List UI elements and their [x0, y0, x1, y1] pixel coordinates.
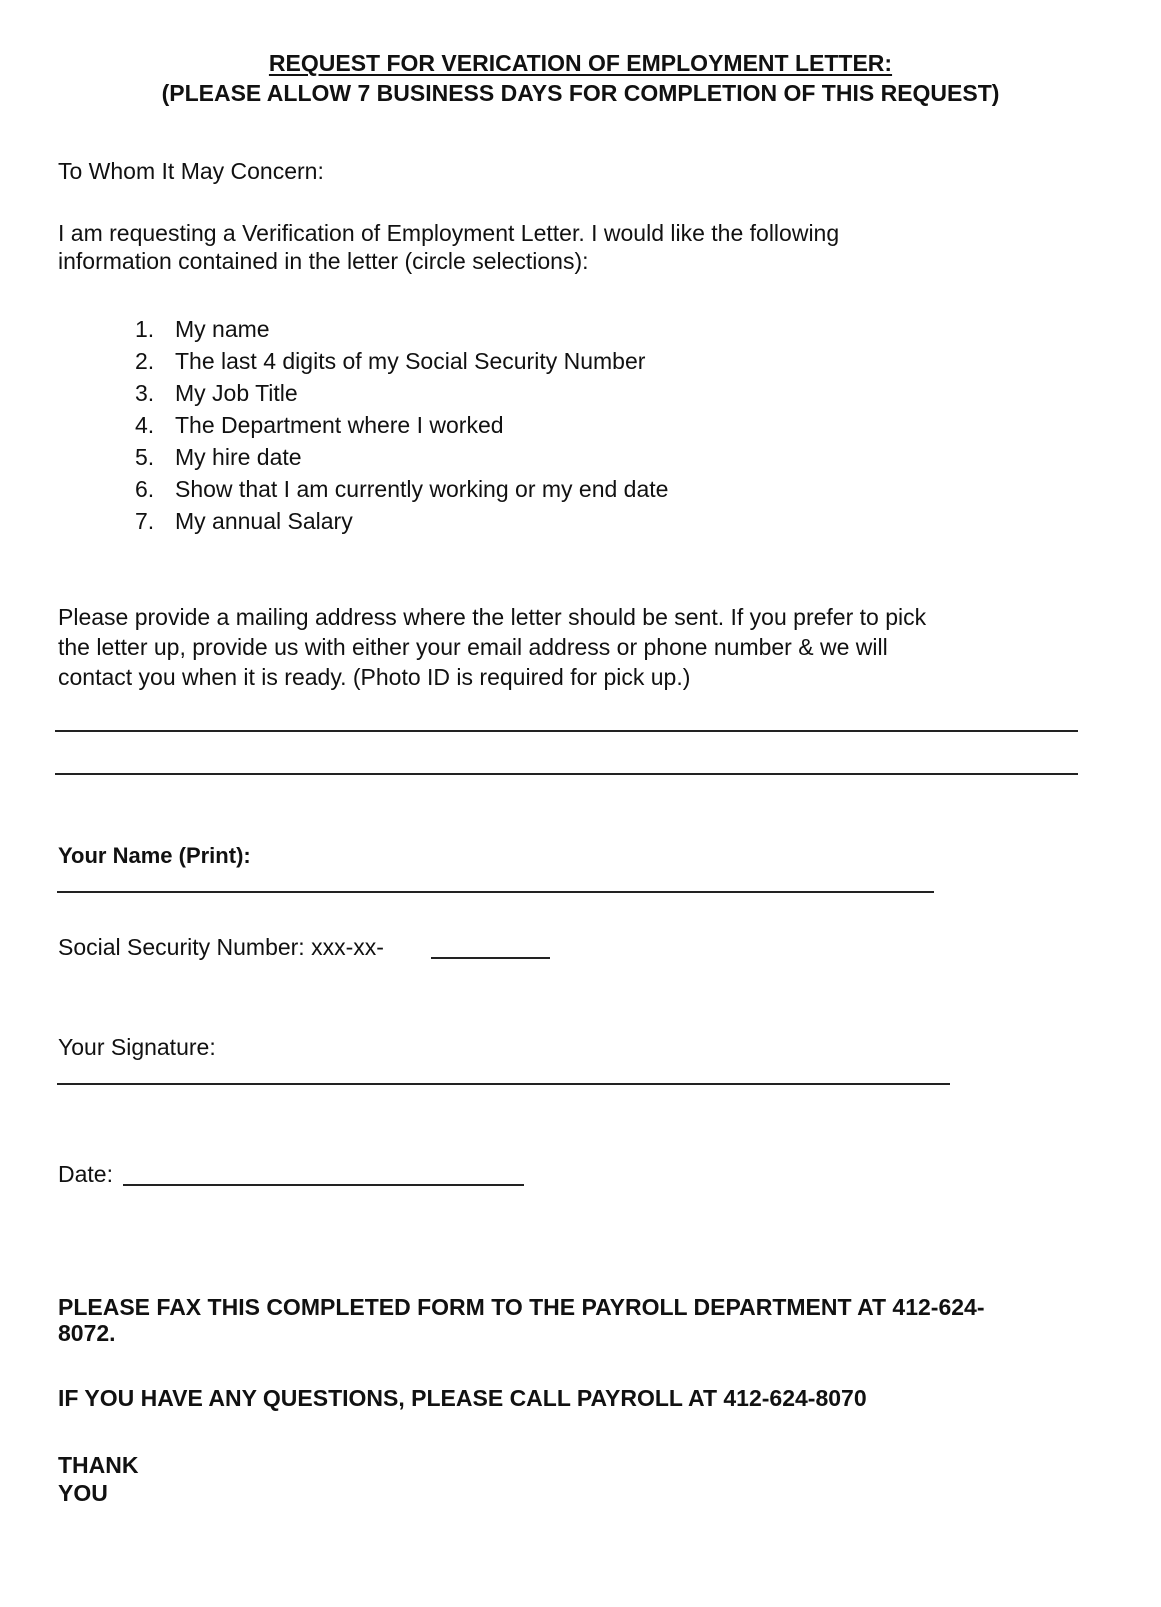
- list-item[interactable]: [135, 409, 668, 441]
- salutation: To Whom It May Concern:: [58, 158, 324, 184]
- selection-list: [135, 313, 668, 537]
- list-item-number: 5.: [135, 444, 155, 470]
- list-item-text: My hire date: [175, 444, 302, 470]
- mailing-line-3: contact you when it is ready. (Photo ID is required for pick up.): [58, 664, 691, 690]
- list-item[interactable]: [135, 313, 668, 345]
- list-item-number: 6.: [135, 476, 155, 502]
- ssn-field[interactable]: [431, 957, 550, 959]
- list-item[interactable]: [135, 377, 668, 409]
- list-item-text: The Department where I worked: [175, 412, 504, 438]
- list-item-text: Show that I am currently working or my end date: [175, 476, 669, 502]
- list-item-text: My name: [175, 316, 270, 342]
- fax-instruction-line-1: PLEASE FAX THIS COMPLETED FORM TO THE PAYROLL DEPARTMENT AT 412-624-: [58, 1294, 985, 1320]
- form-title: REQUEST FOR VERICATION OF EMPLOYMENT LETTER:: [268, 50, 893, 76]
- list-item-number: 4.: [135, 412, 155, 438]
- list-item-text: My annual Salary: [175, 508, 353, 534]
- list-item-number: 1.: [135, 316, 155, 342]
- list-item[interactable]: [135, 441, 668, 473]
- address-line-2[interactable]: [55, 773, 1078, 775]
- mailing-line-2: the letter up, provide us with either your email address or phone number & we will: [58, 634, 888, 660]
- list-item-number: 3.: [135, 380, 155, 406]
- intro-line-2: information contained in the letter (circle selections):: [58, 248, 589, 274]
- list-item-number: 2.: [135, 348, 155, 374]
- list-item-number: 7.: [135, 508, 155, 534]
- fax-instruction-line-2: 8072.: [58, 1320, 116, 1346]
- date-field[interactable]: [123, 1184, 524, 1186]
- list-item[interactable]: [135, 473, 668, 505]
- mailing-line-1: Please provide a mailing address where the letter should be sent. If you prefer to pick: [58, 604, 927, 630]
- address-line-1[interactable]: [55, 730, 1078, 732]
- thanks-line-2: YOU: [58, 1480, 108, 1506]
- list-item-text: My Job Title: [175, 380, 298, 406]
- thanks-line-1: THANK: [58, 1452, 139, 1478]
- name-field[interactable]: [57, 891, 934, 893]
- questions-note: IF YOU HAVE ANY QUESTIONS, PLEASE CALL PAYROLL AT 412-624-8070: [58, 1385, 867, 1411]
- date-label: Date:: [58, 1161, 113, 1187]
- list-item[interactable]: [135, 345, 668, 377]
- form-subtitle: (PLEASE ALLOW 7 BUSINESS DAYS FOR COMPLETION OF THIS REQUEST): [161, 80, 1000, 106]
- list-item[interactable]: [135, 505, 668, 537]
- name-label: Your Name (Print):: [58, 843, 251, 868]
- signature-field[interactable]: [57, 1083, 950, 1085]
- ssn-label: Social Security Number: xxx-xx-: [58, 934, 384, 960]
- signature-label: Your Signature:: [58, 1034, 216, 1060]
- intro-line-1: I am requesting a Verification of Employment Letter. I would like the following: [58, 220, 840, 246]
- list-item-text: The last 4 digits of my Social Security Number: [175, 348, 646, 374]
